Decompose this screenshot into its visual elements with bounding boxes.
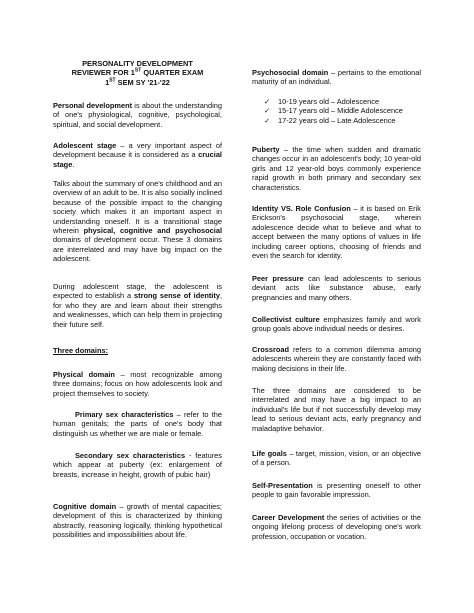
term-collectivist-culture: Collectivist culture xyxy=(252,315,320,324)
checkmark-icon: ✓ xyxy=(264,97,271,106)
list-item xyxy=(252,97,421,106)
definition-text: refers to a common dilemma among adolescents wherein they are constantly faced with making decisions in their life. xyxy=(252,345,421,373)
header-semester-text: 1 xyxy=(105,77,110,87)
crossroad-paragraph xyxy=(252,345,421,373)
term-identity-vs-role-confusion: Identity VS. Role Confusion xyxy=(252,204,351,213)
life-goals-paragraph xyxy=(252,449,421,468)
personal-development-paragraph xyxy=(53,101,222,129)
list-item xyxy=(252,116,421,125)
section-heading xyxy=(53,346,222,355)
header-semester-sup: ST xyxy=(109,77,116,84)
term-puberty: Puberty xyxy=(252,145,280,154)
term-life-goals: Life goals xyxy=(252,449,287,458)
definition-text: is about the understanding of one's physiological, cognitive, psychological, spiritual, and social development. xyxy=(53,101,223,129)
definition-text: - features which appear at puberty (ex: enlargement of breasts, increase in height, growth of pubic hair) xyxy=(53,451,222,479)
peer-pressure-paragraph xyxy=(252,274,421,302)
cognitive-domain-paragraph xyxy=(53,502,222,540)
primary-sex-paragraph xyxy=(53,410,222,438)
header-subtitle-rest: QUARTER EXAM xyxy=(141,68,204,78)
term-peer-pressure: Peer pressure xyxy=(252,274,304,283)
header-subtitle-sup: ST xyxy=(134,67,142,74)
collectivist-paragraph xyxy=(252,315,421,334)
term-personal-development: Personal development xyxy=(53,101,133,110)
term-adolescent-stage: Adolescent stage xyxy=(53,141,117,150)
list-item-text: 10-19 years old – Adolescence xyxy=(278,97,380,106)
term-physical-domain: Physical domain xyxy=(53,370,115,379)
header-semester-rest: SEM SY '21-'22 xyxy=(115,77,170,87)
definition-text: is presenting oneself to other people to gain favorable impression. xyxy=(252,481,421,500)
during-paragraph xyxy=(53,282,222,329)
definition-text: . xyxy=(72,159,75,169)
header-title: PERSONALITY DEVELOPMENT xyxy=(82,59,193,68)
header-subtitle-text: REVIEWER FOR 1 xyxy=(71,68,135,78)
three-domains-heading: Three domains: xyxy=(53,346,109,355)
term-cognitive-domain: Cognitive domain xyxy=(53,502,117,511)
bold-phrase: physical, cognitive and psychosocial xyxy=(83,226,222,236)
document-header xyxy=(53,59,222,87)
talks-paragraph xyxy=(53,179,222,264)
list-item-text: 15-17 years old – Middle Adolescence xyxy=(278,106,403,116)
psychosocial-domain-paragraph xyxy=(252,68,421,87)
definition-text: – a very important aspect of development because it is considered as a xyxy=(53,141,222,160)
header-subtitle xyxy=(53,68,222,77)
term-crucial-stage: crucial stage xyxy=(53,150,222,169)
definition-text: emphasizes family and work group goals above individual needs or desires. xyxy=(252,315,422,334)
identity-paragraph xyxy=(252,204,421,260)
checkmark-icon: ✓ xyxy=(264,115,271,125)
definition-text: – most recognizable among three domains; focus on how adolescents look and project themselves to society. xyxy=(53,370,222,398)
adolescent-stage-paragraph xyxy=(53,141,222,169)
puberty-paragraph xyxy=(252,145,421,192)
term-primary-sex-characteristics: Primary sex characteristics xyxy=(75,410,174,419)
term-career-development: Career Development xyxy=(252,513,325,522)
definition-text: – the time when sudden and dramatic changes occur in an adolescent's body; 10 year-old girls and 12 year-old boys commonly experience rapid growth in both primary and secondary sex characteristics. xyxy=(252,145,421,192)
three-domains-considered-paragraph: The three domains are considered to be interrelated and may have a big impact to an individual's life but if not successfully develop may lead to serious deviant acts, early pregnancy and maladaptive behavior. xyxy=(252,386,421,433)
self-presentation-paragraph xyxy=(252,481,421,500)
definition-text: the series of activities or the ongoing lifelong process of developing one's work profession, occupation or vocation. xyxy=(252,513,421,541)
definition-text: – refer to the human genitals; the parts of one's body that distinguish us whether we are male or female. xyxy=(53,410,222,438)
list-item-text: 17-22 years old – Late Adolescence xyxy=(278,115,396,125)
term-crossroad: Crossroad xyxy=(252,345,289,354)
paragraph-text: Talks about the summary of one's childhood and an overview of an adult to be. It is also socially inclined because of the possible impact to the changing society which makes it an important aspect in understanding oneself. It is a transitional stage wherein xyxy=(53,179,222,236)
definition-text: – growth of mental capacities; development of this is characterized by thinking abstractly, reasoning logically, thinking hypothetical possibilities and impossibilities about life. xyxy=(53,502,222,540)
bold-phrase: strong sense of identity xyxy=(134,291,220,301)
definition-text: – pertains to the emotional maturity of an individual. xyxy=(252,68,422,87)
age-range-list xyxy=(252,97,421,125)
definition-text: can lead adolescents to serious deviant acts like substance abuse, early pregnancies and many others. xyxy=(252,274,421,302)
term-self-presentation: Self-Presentation xyxy=(252,481,313,490)
checkmark-icon: ✓ xyxy=(264,106,271,116)
paragraph-text: , for who they are and learn about their strengths and weaknesses, which can help them in projecting their future self. xyxy=(53,291,222,329)
header-semester xyxy=(53,78,222,87)
career-development-paragraph xyxy=(252,513,421,541)
secondary-sex-paragraph xyxy=(53,451,222,479)
list-item xyxy=(252,106,421,115)
paragraph-text: During adolescent stage, the adolescent is expected to establish a xyxy=(53,282,222,301)
physical-domain-paragraph xyxy=(53,370,222,398)
term-secondary-sex-characteristics: Secondary sex characteristics xyxy=(75,451,186,460)
definition-text: – it is based on Erik Erickson's psychosocial stage, wherein adolescence decide what to believe and what to accept between the many options of values in life including career options, choosing of friends and even the search for identity. xyxy=(252,204,421,261)
paragraph-text: domains of development occur. These 3 domains are interrelated and may have big impact on the adolescent. xyxy=(53,235,222,264)
definition-text: – target, mission, vision, or an objective of a person. xyxy=(252,449,422,468)
term-psychosocial-domain: Psychosocial domain xyxy=(252,68,329,77)
